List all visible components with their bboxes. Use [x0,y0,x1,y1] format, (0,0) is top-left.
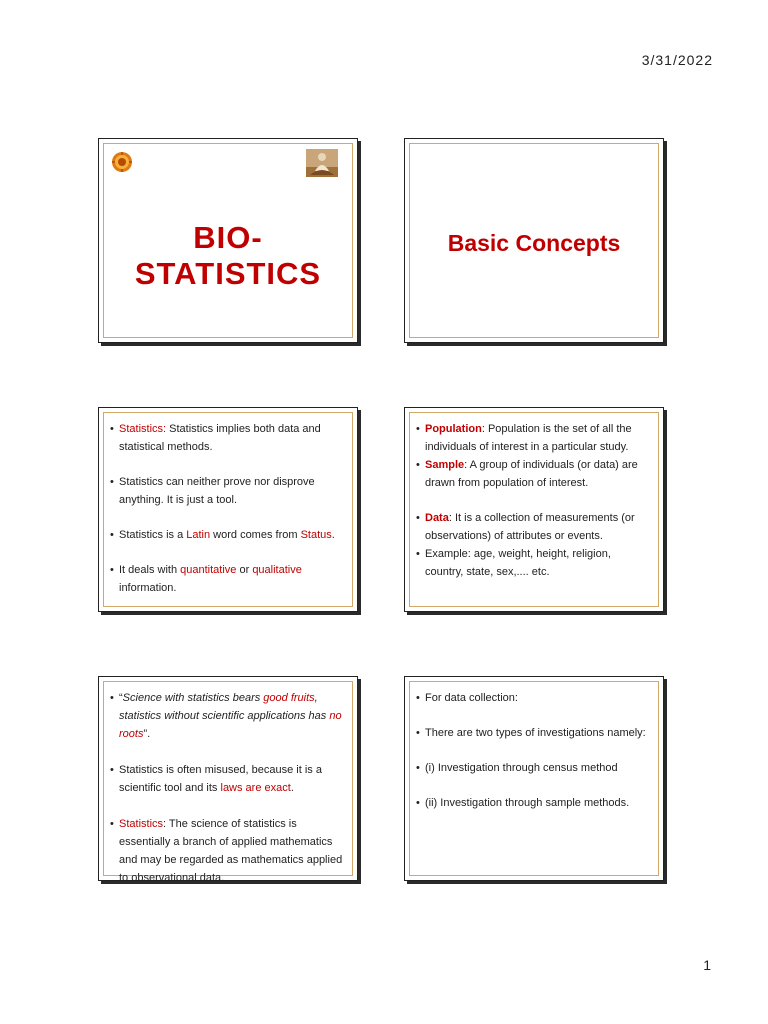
deity-figure-icon [306,149,338,177]
term-qualitative: qualitative [252,564,302,576]
slide-inner-frame [103,681,353,884]
bullet-item [110,815,344,887]
term-laws-are-exact: laws are exact [220,782,291,794]
slide-body [416,689,650,812]
bullet-item [416,509,650,545]
bullet-text: . [290,782,294,794]
bullet-text: word comes from [210,529,301,541]
bullet-text: Statistics is often misused, because it is a scientific tool and its [119,764,322,794]
bullet-item [416,759,650,777]
bullet-text: : It is a collection of measurements (or observations) of attributes or events. [425,512,635,542]
bullet-text: (ii) Investigation through sample methods. [425,797,630,809]
slide-inner-frame [409,143,659,338]
bullet-item [416,545,650,581]
bullet-text: Example: age, weight, height, religion, country, state, sex,.... etc. [425,548,611,578]
bullet-item [416,420,650,456]
slide-basic-concepts [404,138,664,343]
slide-inner-frame [103,412,353,607]
slide-title-text: Basic Concepts [447,230,621,256]
bullet-text: For data collection: [425,692,518,704]
bullet-text: . [331,529,335,541]
bullet-text: It deals with [119,564,181,576]
bullet-item [110,526,344,544]
term-no-roots: no roots [119,710,342,740]
term-sample: Sample [425,459,465,471]
quote-text: Science with statistics bears [122,692,264,704]
term-data: Data [425,512,449,524]
term-latin: Latin [186,529,211,541]
slide-inner-frame [103,143,353,338]
bullet-text: Statistics can neither prove nor disprove anything. It is just a tool. [119,476,315,506]
bullet-item [416,724,650,742]
term-statistics: Statistics [119,818,164,830]
slide-title-text: BIO-STATISTICS [134,220,322,291]
institution-seal-icon [111,151,133,173]
bullet-item [110,689,344,743]
page-date: 3/31/2022 [641,52,713,68]
bullet-text: : Population is the set of all the individuals of interest in a particular study. [425,423,632,453]
quote-text: , statistics without scientific applications has [119,692,330,722]
bullet-text: There are two types of investigations namely: [425,727,646,739]
slide-body [110,420,344,597]
slide-inner-frame [409,681,659,876]
slide-body [110,689,344,887]
bullet-text: information. [119,582,177,594]
term-population: Population [425,423,482,435]
slide-statistics-definition [98,407,358,612]
quote-mark: ”. [143,728,151,740]
bullet-text: : A group of individuals (or data) are drawn from population of interest. [425,459,638,489]
slide-data-collection [404,676,664,881]
slide-body [416,420,650,581]
bullet-item [110,473,344,509]
term-status: Status [300,529,332,541]
bullet-text: (i) Investigation through census method [425,762,618,774]
bullet-item [416,794,650,812]
bullet-text: or [236,564,253,576]
bullet-text: Statistics is a [119,529,187,541]
term-good-fruits: good fruits [263,692,315,704]
term-statistics: Statistics: [119,423,167,435]
slide-statistics-science [98,676,358,884]
bullet-text: : The science of statistics is essentially a branch of applied mathematics and may be regarded as mathematics applied to observational data. [119,818,343,884]
bullet-text: Statistics implies both data and statistical methods. [119,423,321,453]
slide-inner-frame [409,412,659,607]
quote-mark: “ [119,692,123,704]
bullet-item [110,561,344,597]
term-quantitative: quantitative [180,564,237,576]
bullet-item [110,420,344,456]
page-number: 1 [703,957,711,973]
slide-title [98,138,358,343]
slide-population-sample-data [404,407,664,612]
bullet-item [416,689,650,707]
bullet-item [416,456,650,492]
bullet-item [110,761,344,797]
